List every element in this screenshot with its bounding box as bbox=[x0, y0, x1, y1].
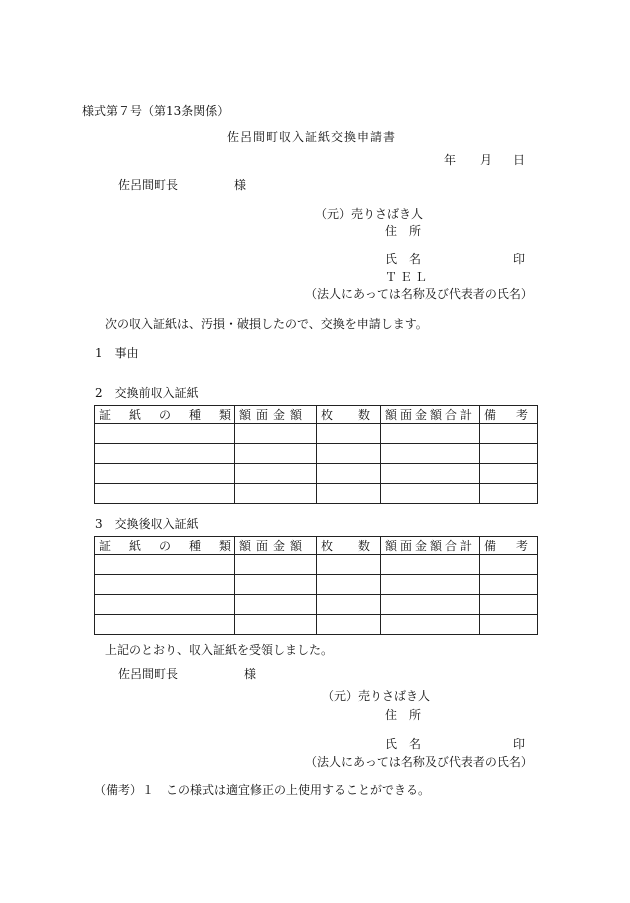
cell-face-value[interactable] bbox=[235, 444, 317, 464]
cell-count[interactable] bbox=[317, 484, 381, 504]
header-remarks-text: 備考 bbox=[484, 407, 549, 422]
table-row bbox=[95, 615, 538, 635]
header-total bbox=[381, 537, 480, 555]
header-face-value bbox=[235, 406, 317, 424]
cell-face-value[interactable] bbox=[235, 575, 317, 595]
cell-remarks[interactable] bbox=[480, 464, 538, 484]
applicant-corp-note: （法人にあっては名称及び代表者の氏名） bbox=[305, 287, 533, 301]
cell-remarks[interactable] bbox=[480, 484, 538, 504]
cell-stamp-type[interactable] bbox=[95, 595, 235, 615]
cell-count[interactable] bbox=[317, 444, 381, 464]
cell-remarks[interactable] bbox=[480, 595, 538, 615]
table-row bbox=[95, 575, 538, 595]
cell-count[interactable] bbox=[317, 615, 381, 635]
cell-remarks[interactable] bbox=[480, 575, 538, 595]
cell-stamp-type[interactable] bbox=[95, 464, 235, 484]
cell-total[interactable] bbox=[381, 464, 480, 484]
receipt-corp-note: （法人にあっては名称及び代表者の氏名） bbox=[305, 755, 533, 769]
header-face-value bbox=[235, 537, 317, 555]
addressee-honorific: 様 bbox=[234, 178, 247, 192]
header-count-text: 枚数 bbox=[321, 407, 396, 422]
header-face-value-text: 額面金額 bbox=[239, 407, 308, 422]
date-month: 月 bbox=[480, 153, 493, 167]
receipt-name-label: 氏 名 bbox=[385, 737, 422, 751]
cell-face-value[interactable] bbox=[235, 484, 317, 504]
header-remarks bbox=[480, 406, 549, 424]
cell-stamp-type[interactable] bbox=[95, 555, 235, 575]
cell-total[interactable] bbox=[381, 424, 480, 444]
header-face-value-text: 額面金額 bbox=[239, 538, 308, 553]
cell-total[interactable] bbox=[381, 575, 480, 595]
intro-text: 次の収入証紙は、汚損・破損したので、交換を申請します。 bbox=[105, 317, 428, 331]
header-stamp-type-text: 証紙の種類 bbox=[99, 407, 250, 422]
cell-face-value[interactable] bbox=[235, 464, 317, 484]
cell-face-value[interactable] bbox=[235, 615, 317, 635]
before-stamps-table bbox=[94, 405, 549, 504]
cell-total[interactable] bbox=[381, 615, 480, 635]
header-total bbox=[381, 406, 480, 424]
applicant-tel-label: ＴＥＬ bbox=[385, 270, 431, 284]
receipt-text: 上記のとおり、収入証紙を受領しました。 bbox=[105, 643, 334, 657]
date-year: 年 bbox=[444, 153, 457, 167]
header-count-text: 枚数 bbox=[321, 538, 396, 553]
remarks-note: （備考）１ この様式は適宜修正の上使用することができる。 bbox=[94, 783, 431, 797]
header-stamp-type-text: 証紙の種類 bbox=[99, 538, 250, 553]
cell-face-value[interactable] bbox=[235, 595, 317, 615]
receipt-address-label: 住 所 bbox=[385, 708, 422, 722]
section-reason: 1 事由 bbox=[95, 346, 139, 360]
cell-remarks[interactable] bbox=[480, 444, 538, 464]
cell-total[interactable] bbox=[381, 555, 480, 575]
header-total-text: 額面金額合計 bbox=[385, 538, 476, 553]
cell-face-value[interactable] bbox=[235, 555, 317, 575]
table-row bbox=[95, 555, 538, 575]
table-row bbox=[95, 424, 538, 444]
cell-stamp-type[interactable] bbox=[95, 575, 235, 595]
table-row bbox=[95, 464, 538, 484]
cell-stamp-type[interactable] bbox=[95, 615, 235, 635]
cell-total[interactable] bbox=[381, 484, 480, 504]
date-line bbox=[440, 153, 525, 167]
header-count bbox=[317, 537, 396, 555]
cell-total[interactable] bbox=[381, 444, 480, 464]
applicant-seal: 印 bbox=[513, 252, 526, 266]
cell-stamp-type[interactable] bbox=[95, 444, 235, 464]
form-title: 佐呂間町収入証紙交換申請書 bbox=[227, 130, 397, 144]
header-remarks-text: 備考 bbox=[484, 538, 549, 553]
table-row bbox=[95, 444, 538, 464]
applicant-address-label: 住 所 bbox=[385, 224, 422, 238]
cell-remarks[interactable] bbox=[480, 424, 538, 444]
header-stamp-type bbox=[95, 537, 250, 555]
cell-remarks[interactable] bbox=[480, 615, 538, 635]
table-row bbox=[95, 595, 538, 615]
table-header-row bbox=[95, 406, 538, 424]
section-after-stamps: 3 交換後収入証紙 bbox=[95, 517, 199, 531]
header-count bbox=[317, 406, 396, 424]
receipt-seal: 印 bbox=[513, 737, 526, 751]
receipt-seller: （元）売りさばき人 bbox=[322, 689, 431, 703]
header-remarks bbox=[480, 537, 549, 555]
cell-total[interactable] bbox=[381, 595, 480, 615]
table-header-row bbox=[95, 537, 538, 555]
date-day: 日 bbox=[513, 153, 526, 167]
section-before-stamps: 2 交換前収入証紙 bbox=[95, 386, 199, 400]
cell-count[interactable] bbox=[317, 575, 381, 595]
header-stamp-type bbox=[95, 406, 250, 424]
addressee-name: 佐呂間町長 bbox=[118, 178, 179, 192]
cell-count[interactable] bbox=[317, 595, 381, 615]
cell-face-value[interactable] bbox=[235, 424, 317, 444]
cell-count[interactable] bbox=[317, 424, 381, 444]
table-row bbox=[95, 484, 538, 504]
header-total-text: 額面金額合計 bbox=[385, 407, 476, 422]
receipt-addressee-honorific: 様 bbox=[244, 667, 257, 681]
receipt-addressee-name: 佐呂間町長 bbox=[118, 667, 179, 681]
cell-stamp-type[interactable] bbox=[95, 484, 235, 504]
after-stamps-table bbox=[94, 536, 549, 635]
applicant-name-label: 氏 名 bbox=[385, 252, 422, 266]
applicant-seller: （元）売りさばき人 bbox=[315, 207, 424, 221]
cell-count[interactable] bbox=[317, 464, 381, 484]
cell-stamp-type[interactable] bbox=[95, 424, 235, 444]
form-number: 様式第７号（第13条関係） bbox=[82, 104, 230, 118]
cell-remarks[interactable] bbox=[480, 555, 538, 575]
cell-count[interactable] bbox=[317, 555, 381, 575]
